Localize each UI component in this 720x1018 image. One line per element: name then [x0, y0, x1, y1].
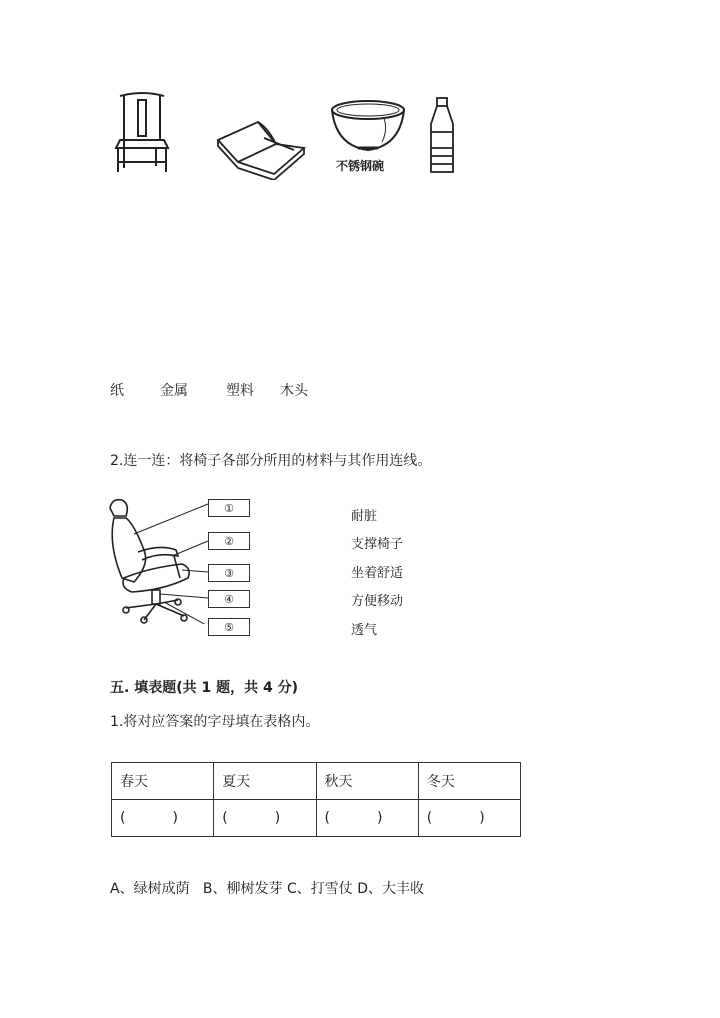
- bottle-illustration: [427, 96, 457, 176]
- season-header-row: [112, 763, 521, 800]
- chair-part-label-4: ④: [208, 590, 250, 608]
- material-wood: 木头: [280, 383, 308, 399]
- season-cell: 夏天: [214, 763, 316, 800]
- chair-part-label-1: ①: [208, 499, 250, 517]
- chair-part-label-5: ⑤: [208, 618, 250, 636]
- function-item: 方便移动: [351, 594, 404, 609]
- section-5-prompt: 1.将对应答案的字母填在表格内。: [110, 714, 320, 730]
- season-cell: 春天: [112, 763, 214, 800]
- answer-cell[interactable]: ( ): [214, 800, 316, 837]
- function-item: 坐着舒适: [351, 566, 404, 581]
- function-item: 透气: [351, 623, 378, 638]
- material-plastic: 塑料: [226, 383, 254, 399]
- answer-cell[interactable]: ( ): [316, 800, 418, 837]
- bowl-caption: 不锈钢碗: [336, 159, 385, 173]
- question-2-prompt: 2.连一连：将椅子各部分所用的材料与其作用连线。: [110, 453, 432, 469]
- book-illustration: [214, 118, 308, 180]
- function-list: [351, 505, 471, 638]
- section-5-heading: 五. 填表题(共 1 题，共 4 分): [110, 680, 298, 696]
- season-table: [111, 762, 521, 837]
- answer-row: [112, 800, 521, 837]
- chair-illustration: [112, 88, 172, 176]
- answer-cell[interactable]: ( ): [112, 800, 214, 837]
- function-item: 支撑椅子: [351, 537, 404, 552]
- chair-part-label-2: ②: [208, 532, 250, 550]
- chair-part-label-3: ③: [208, 564, 250, 582]
- answer-cell[interactable]: ( ): [418, 800, 520, 837]
- bowl-illustration: [328, 96, 408, 154]
- material-metal: 金属: [160, 383, 188, 399]
- material-paper: 纸: [110, 383, 124, 399]
- season-cell: 冬天: [418, 763, 520, 800]
- answer-options: A、绿树成荫 B、柳树发芽 C、打雪仗 D、大丰收: [110, 881, 424, 897]
- function-item: 耐脏: [351, 509, 378, 524]
- materials-row: [110, 380, 330, 400]
- season-cell: 秋天: [316, 763, 418, 800]
